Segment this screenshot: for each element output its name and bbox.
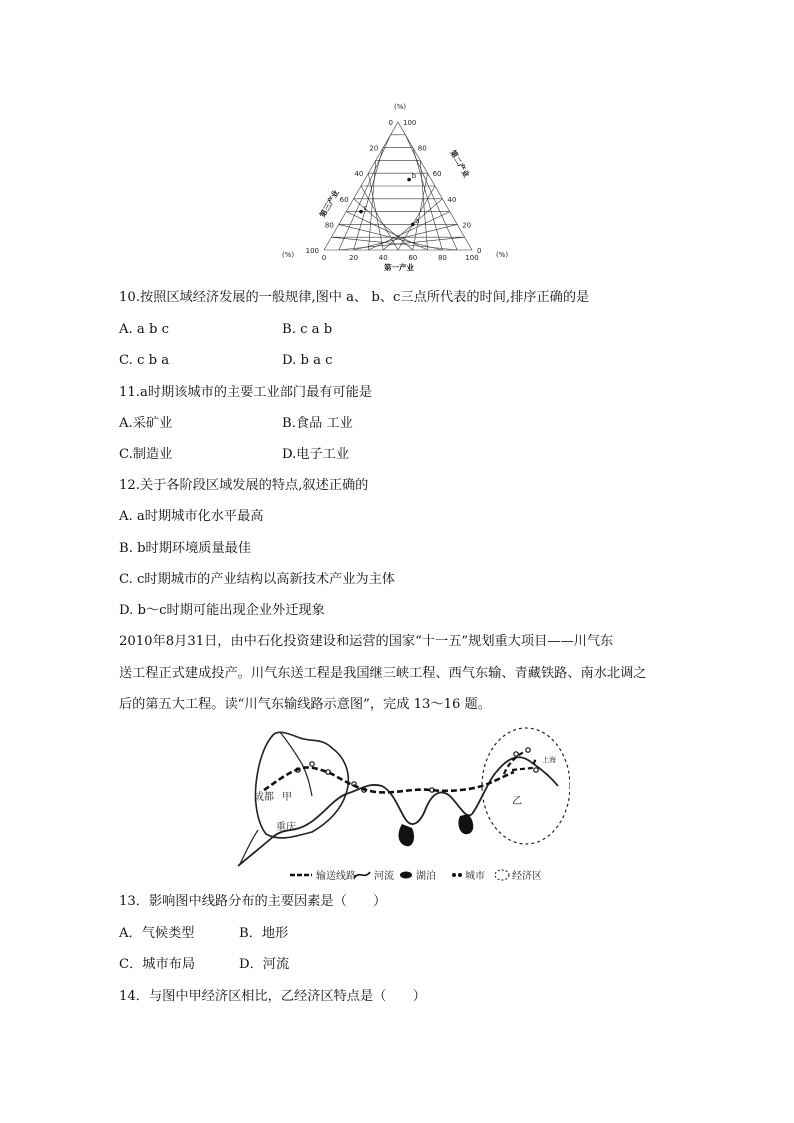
- q13-option-d: D．河流: [239, 957, 290, 972]
- grid-line: [331, 237, 457, 250]
- q11-option-a: A.采矿业: [119, 416, 173, 431]
- triangle-grid: [324, 122, 472, 250]
- bottom-tick-label: 20: [349, 254, 359, 262]
- bottom-tick-label: 100: [465, 254, 479, 262]
- q11-option-b: B.食品 工业: [282, 416, 353, 431]
- point-label-a: a: [415, 216, 420, 225]
- q13-stem: 13．影响图中线路分布的主要因素是（ ）: [119, 894, 387, 909]
- left-tick-label: 60: [339, 195, 349, 204]
- q10-option-a: A. a b c: [119, 322, 169, 337]
- left-tick-label: 20: [369, 144, 379, 153]
- label-chengdu: 成都: [254, 792, 274, 803]
- bottom-tick-label: 60: [408, 254, 418, 262]
- right-tick-label: 20: [462, 221, 472, 230]
- left-tick-label: 0: [388, 119, 393, 127]
- legend-river: 河流: [374, 871, 394, 882]
- legend-pipeline: 输送线路: [316, 871, 356, 882]
- right-tick-label: 80: [417, 144, 427, 153]
- q12-option-a: A. a时期城市化水平最高: [119, 509, 264, 524]
- label-jia: 甲: [282, 792, 292, 803]
- point-c: [359, 210, 363, 214]
- q13-option-c: C．城市布局: [119, 957, 196, 972]
- label-chongqing: 重庆: [276, 822, 296, 833]
- q12-option-d: D. b～c时期可能出现企业外迁现象: [119, 603, 325, 618]
- bottom-tick-label: 40: [378, 254, 388, 262]
- point-label-c: c: [363, 204, 368, 213]
- right-tick-label: 0: [477, 247, 482, 255]
- q11-stem: 11.a时期该城市的主要工业部门最有可能是: [119, 385, 373, 400]
- bottom-tick-label: 80: [437, 254, 447, 262]
- q10-option-d: D. b a c: [282, 353, 333, 368]
- legend-city-symbol-1: [452, 873, 456, 877]
- q12-option-b: B. b时期环境质量最佳: [119, 541, 252, 556]
- bottom-axis-title: 第一产业: [384, 263, 414, 272]
- q11-option-c: C.制造业: [119, 447, 173, 462]
- q14-stem: 14．与图中甲经济区相比，乙经济区特点是（ ）: [119, 989, 426, 1004]
- ternary-industry-diagram: [278, 100, 518, 275]
- label-shanghai: 上海: [542, 756, 556, 764]
- legend-lake-symbol: [400, 872, 412, 879]
- unit-label-left: (%): [282, 251, 295, 259]
- point-a: [411, 223, 415, 227]
- q10-option-c: C. c b a: [119, 353, 170, 368]
- right-tick-label: 40: [447, 195, 457, 204]
- left-tick-label: 40: [354, 170, 364, 179]
- passage-line-1: 2010年8月31日，由中石化投资建设和运营的国家“十一五”规划重大项目——川气东: [119, 634, 614, 649]
- q12-option-c: C. c时期城市的产业结构以高新技术产业为主体: [119, 572, 395, 587]
- legend-city-symbol-2: [458, 873, 462, 877]
- legend-lake: 湖泊: [416, 871, 436, 882]
- q10-stem: 10.按照区域经济发展的一般规律,图中 a、 b、c三点所代表的时间,排序正确的是: [119, 290, 590, 305]
- label-yi: 乙: [512, 796, 522, 807]
- q10-option-b: B. c a b: [282, 322, 333, 337]
- unit-label-top: (%): [394, 103, 407, 111]
- grid-line: [361, 186, 398, 250]
- legend-econ-zone: 经济区: [512, 871, 542, 882]
- bottom-tick-label: 0: [321, 254, 327, 262]
- left-tick-label: 80: [324, 221, 334, 230]
- left-tick-label: 100: [305, 247, 319, 255]
- right-axis-title: 第二产业: [448, 148, 472, 179]
- point-b: [407, 178, 411, 182]
- right-tick-label: 100: [403, 119, 417, 127]
- point-label-b: b: [411, 172, 417, 181]
- left-axis-title: 第三产业: [317, 188, 341, 219]
- q11-option-d: D.电子工业: [282, 447, 350, 462]
- q13-option-a: A．气候类型: [119, 926, 195, 941]
- pipeline-route-map: [236, 724, 570, 884]
- q12-stem: 12.关于各阶段区域发展的特点,叙述正确的: [119, 478, 369, 493]
- unit-label-right: (%): [496, 251, 509, 259]
- passage-line-2: 送工程正式建成投产。川气东送工程是我国继三峡工程、西气东输、青藏铁路、南水北调之: [119, 666, 647, 681]
- right-tick-label: 60: [432, 170, 442, 179]
- legend-city: 城市: [465, 871, 485, 882]
- passage-line-3: 后的第五大工程。读“川气东输线路示意图”，完成 13～16 题。: [119, 697, 491, 712]
- q13-option-b: B．地形: [239, 926, 289, 941]
